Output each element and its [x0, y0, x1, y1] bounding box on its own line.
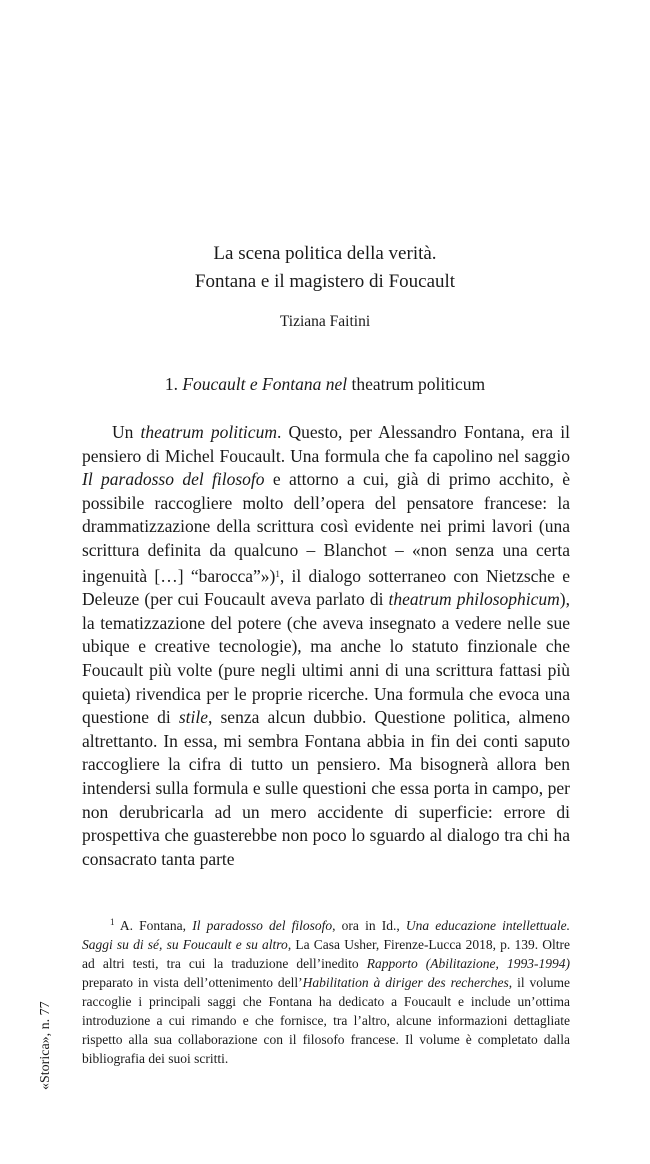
text-run: , il volume raccoglie i principali saggi che Fontana ha dedicato a Foucault e include un’ottima introduzione a cui rimando e che fornisce, tra l’altro, alcune informazioni dettagliate rispetto alla sua collaborazione con il filosofo francese. Il volume è completato dalla bibliografia dei suoi scritti. — [82, 975, 570, 1066]
emphasis: Habilitation à diriger des recherches — [302, 975, 509, 990]
emphasis: Rapporto (Abilitazione, 1993-1994) — [366, 956, 570, 971]
journal-margin-label: «Storica», n. 77 — [38, 1001, 53, 1090]
article-title-line-1: La scena politica della verità. — [213, 243, 437, 264]
article-title-line-2: Fontana e il magistero di Foucault — [194, 271, 456, 292]
emphasis: stile — [178, 707, 209, 728]
text-run: preparato in vista dell’ottenimento dell’ — [82, 975, 303, 990]
text-run: , ora in Id., — [332, 918, 406, 933]
text-run: , La Casa Usher, Firenze-Lucca 2018, p. 139. Oltre ad altri testi, tra cui la traduzione dell’inedito — [82, 937, 570, 971]
section-heading — [0, 372, 650, 396]
body-text — [82, 421, 570, 871]
footnote — [82, 913, 570, 1068]
article-title — [0, 240, 650, 296]
emphasis: theatrum politicum — [140, 422, 277, 442]
text-run: Un — [112, 422, 141, 442]
emphasis: Il paradosso del filosofo — [82, 469, 265, 490]
section-title-roman: theatrum politicum — [351, 374, 486, 394]
author-name: Tiziana Faitini — [279, 313, 371, 330]
emphasis: Il paradosso del filosofo — [192, 918, 333, 933]
text-run: , il dialogo sotterraneo con Nietzsche e Deleuze (per cui Foucault aveva parlato di — [82, 565, 570, 610]
text-run: A. Fontana, — [114, 918, 193, 933]
body-paragraph — [82, 421, 570, 871]
text-run: ), la tematizzazione del potere (che aveva insegnato a vedere nelle sue ubique e creative tecnologie), ma anche lo statuto finzionale che Foucault più volte (pure negli ultimi anni di una scrittura fattasi più quieta) rivendica per le proprie ricerche. Una formula che evoca una questione di — [82, 589, 570, 728]
emphasis: theatrum philosophicum — [388, 589, 560, 610]
text-run: . Questo, per Alessandro Fontana, era il pensiero di Michel Foucault. Una formula che fa capolino nel saggio — [82, 422, 571, 466]
section-number: 1. — [164, 374, 178, 394]
footnote-number: 1 — [110, 917, 115, 927]
section-title-italic: Foucault e Fontana nel — [182, 374, 348, 394]
emphasis: Una educazione intellettuale. Saggi su di sé, su Foucault e su altro — [82, 918, 570, 952]
text-run: e attorno a cui, già di primo acchito, è possibile raccogliere molto dell’opera del pensatore francese: la drammatizzazione della scrittura così evidente nei primi lavori (una scrittura definita da qualcuno – Blanchot – «non senza una certa ingenuità […] “barocca”») — [82, 469, 570, 586]
footnote-reference[interactable]: 1 — [275, 568, 280, 579]
footnotes — [82, 913, 570, 1068]
text-run: , senza alcun dubbio. Questione politica, almeno altrettanto. In essa, mi sembra Fontana abbia in fin dei conti saputo raccogliere la cifra di tutto un pensiero. Ma bisognerà allora ben intendersi sulla formula e sulle questioni che essa porta in campo, per non derubricarla ad un mero accidente di superficie: errore di prospettiva che guasterebbe non poco lo sguardo al dialogo tra chi ha consacrato tanta parte — [82, 707, 570, 869]
